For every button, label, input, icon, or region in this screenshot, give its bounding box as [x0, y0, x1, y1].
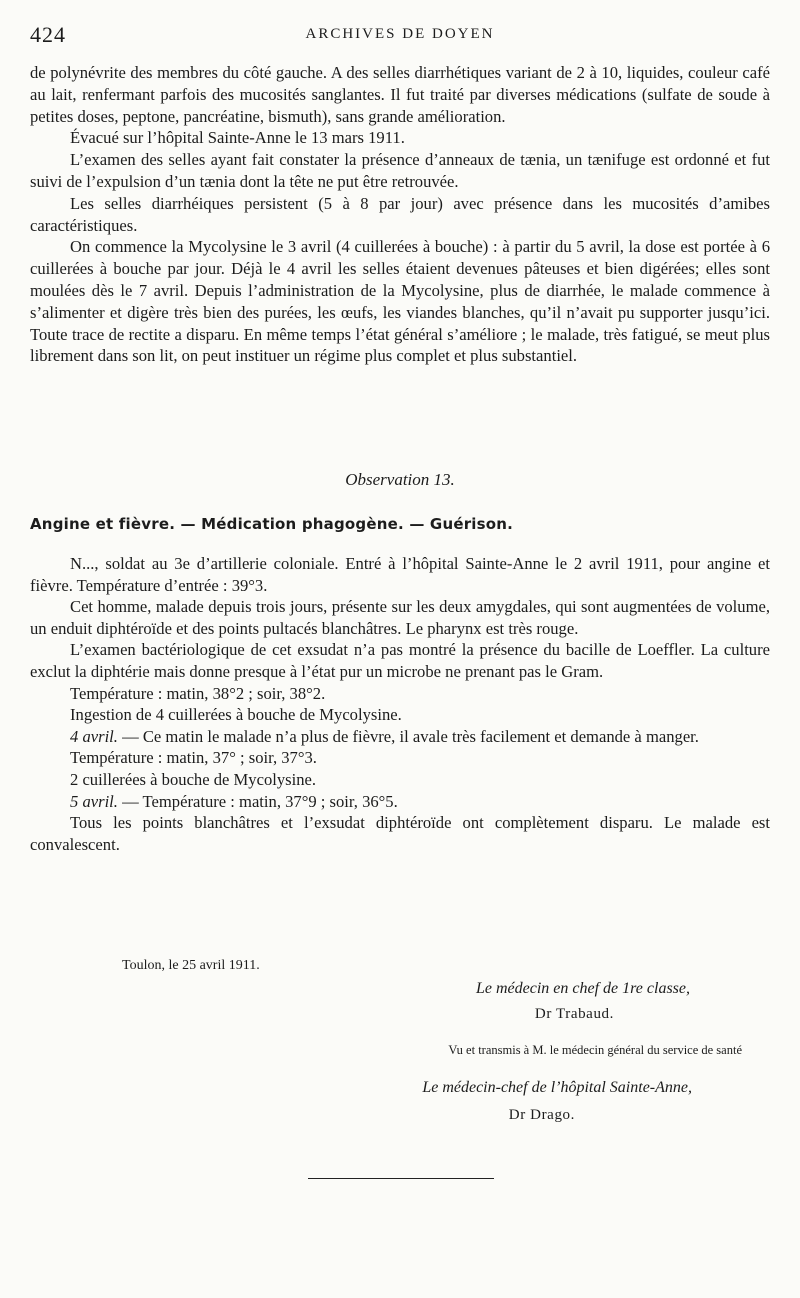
paragraph: L’examen des selles ayant fait constater la présence d’anneaux de tænia, un tænifuge est ordonné et fut suivi de l’expulsion d’un tænia dont la tête ne put être retrouvée.: [30, 150, 770, 191]
paragraph: 2 cuillerées à bouche de Mycolysine.: [70, 769, 317, 789]
page-header: [30, 22, 770, 52]
paragraph: N..., soldat au 3e d’artillerie coloniale. Entré à l’hôpital Sainte-Anne le 2 avril 1911, pour angine et fièvre. Température d’entrée : 39°3.: [30, 554, 770, 595]
paragraph: Les selles diarrhéiques persistent (5 à 8 par jour) avec présence dans les mucosités d’amibes caractéristiques.: [30, 193, 770, 235]
paragraph: [30, 791, 770, 813]
transmittal-note: Vu et transmis à M. le médecin général du service de santé: [448, 1043, 742, 1057]
running-head: ARCHIVES DE DOYEN: [305, 26, 495, 42]
signer2-name: Dr Drago.: [508, 1107, 575, 1123]
entry-date: 4 avril.: [70, 726, 118, 746]
signer1-name: Dr Trabaud.: [534, 1006, 614, 1022]
paragraph: Ingestion de 4 cuillerées à bouche de Mycolysine.: [70, 705, 402, 725]
entry-text: — Ce matin le malade n’a plus de fièvre, il avale très facilement et demande à manger.: [117, 726, 699, 746]
page-number: 424: [30, 22, 66, 47]
paragraph: Température : matin, 38°2 ; soir, 38°2.: [70, 683, 326, 703]
paragraph: Température : matin, 37° ; soir, 37°3.: [70, 748, 317, 768]
paragraph: L’examen bactériologique de cet exsudat n’a pas montré la présence du bacille de Loeffler. La culture exclut la diphtérie mais donne presque à l’état pur un microbe ne prenant pas le Gram.: [30, 640, 770, 681]
paragraph: de polynévrite des membres du côté gauche. A des selles diarrhétiques variant de 2 à 10, liquides, couleur café au lait, renfermant parfois des mucosités sanglantes. Il fut traité par diverses médications (sulfate de soude à petites doses, peptone, pancréatine, bismuth), sans grande amélioration.: [30, 63, 770, 126]
footer-rule: [308, 1178, 494, 1179]
paragraph: On commence la Mycolysine le 3 avril (4 cuillerées à bouche) : à partir du 5 avril, la dose est portée à 6 cuillerées à bouche par jour. Déjà le 4 avril les selles étaient devenues pâteuses et bien digérées; elles sont moulées dès le 7 avril. Depuis l’administration de la Mycolysine, plus de diarrhée, le malade commence à s’alimenter et digère très bien des purées, les œufs, les viandes blanches, qu’il n’avait pu supporter jusqu’ici. Toute trace de rectite a disparu. En même temps l’état général s’améliore ; le malade, très fatigué, se meut plus librement dans son lit, on peut instituer un régime plus complet et plus substantiel.: [30, 237, 770, 366]
paragraph: Tous les points blanchâtres et l’exsudat diphtéroïde ont complètement disparu. Le malade est convalescent.: [30, 813, 770, 854]
observation-text: [30, 553, 770, 855]
paragraph: [30, 726, 770, 748]
observation-heading: Angine et fièvre. — Médication phagogène. — Guérison.: [30, 515, 514, 533]
entry-date: 5 avril.: [70, 791, 118, 811]
signer1-title: Le médecin en chef de 1re classe,: [476, 980, 690, 997]
entry-text: — Température : matin, 37°9 ; soir, 36°5.: [117, 791, 398, 811]
place-date: Toulon, le 25 avril 1911.: [122, 958, 260, 973]
paragraph: Évacué sur l’hôpital Sainte-Anne le 13 mars 1911.: [70, 128, 405, 148]
paragraph: Cet homme, malade depuis trois jours, présente sur les deux amygdales, qui sont augmentées de volume, un enduit diphtéroïde et des points pultacés blanchâtres. Le pharynx est très rouge.: [30, 597, 770, 638]
body-text: [30, 62, 770, 367]
observation-title: Observation 13.: [345, 470, 455, 489]
signer2-title: Le médecin-chef de l’hôpital Sainte-Anne,: [422, 1079, 692, 1096]
